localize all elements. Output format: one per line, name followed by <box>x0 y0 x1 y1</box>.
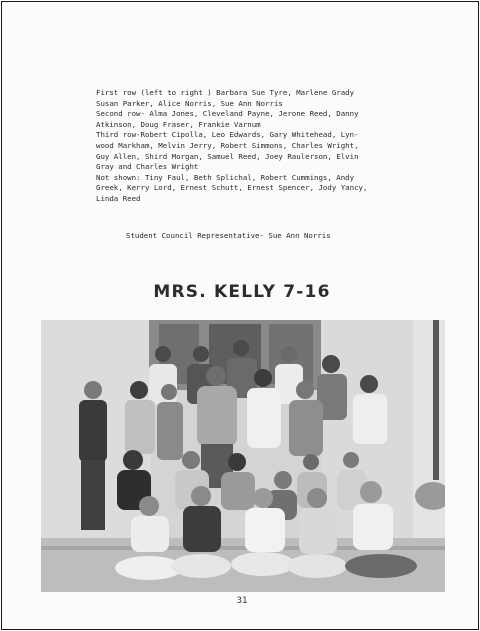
class-heading: MRS. KELLY 7-16 <box>153 282 331 302</box>
caption-line: Not shown: Tiny Faul, Beth Splichal, Robert Cummings, Andy <box>96 172 355 182</box>
caption-line: Gray and Charles Wright <box>96 162 199 172</box>
caption-line: Atkinson, Doug Fraser, Frankie Varnum <box>96 119 261 129</box>
caption-line: wood Markham, Melvin Jerry, Robert Simmons, Charles Wright, <box>96 140 359 150</box>
yearbook-page <box>1 1 479 630</box>
class-photo-caption <box>96 88 396 205</box>
caption-line: Greek, Kerry Lord, Ernest Schutt, Ernest Spencer, Jody Yancy, <box>96 183 368 193</box>
class-photo-illustration <box>41 320 445 592</box>
caption-line: Second row- Alma Jones, Cleveland Payne, Jerone Reed, Danny <box>96 109 359 119</box>
page-number: 31 <box>236 596 248 606</box>
caption-line: Susan Parker, Alice Norris, Sue Ann Norris <box>96 98 283 108</box>
caption-line: First row (left to right ) Barbara Sue Tyre, Marlene Grady <box>96 88 355 97</box>
class-photo <box>41 320 445 592</box>
caption-line: Third row-Robert Cipolla, Leo Edwards, Gary Whitehead, Lyn- <box>96 130 359 140</box>
caption-line: Guy Allen, Shird Morgan, Samuel Reed, Joey Raulerson, Elvin <box>96 151 359 161</box>
student-council-representative: Student Council Representative- Sue Ann Norris <box>126 231 331 240</box>
caption-line: Linda Reed <box>96 193 141 203</box>
